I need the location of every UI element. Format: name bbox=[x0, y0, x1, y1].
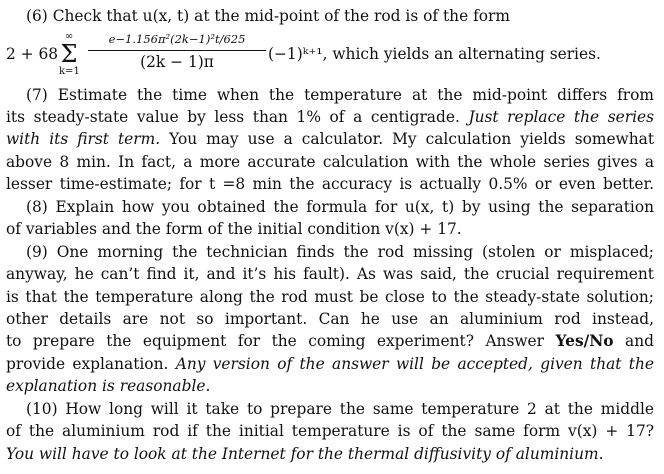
item7-line1: (7) Estimate the time when the temperature at the mid-point differs from bbox=[26, 86, 654, 104]
item7-line4: above 8 min. In fact, a more accurate calculation with the whole series gives a bbox=[6, 153, 654, 171]
fraction-numerator: e−1.156π²(2k−1)²t/625 bbox=[108, 32, 246, 46]
fraction-bar bbox=[88, 50, 266, 51]
formula-fraction bbox=[88, 31, 266, 72]
item7-line2-text: its steady-state value by less than 1% of a centigrade. bbox=[6, 108, 460, 126]
item7-line5: lesser time-estimate; for t =8 min the accuracy is actually 0.5% or even better. bbox=[6, 175, 654, 193]
item9-line5 bbox=[6, 330, 654, 353]
series-formula bbox=[6, 31, 656, 85]
item9-line7: explanation is reasonable. bbox=[6, 377, 211, 395]
item7-line3-italic: with its first term. bbox=[6, 130, 161, 148]
item9-line6-start: provide explanation. bbox=[6, 355, 169, 373]
item9-line6 bbox=[6, 353, 654, 376]
fraction-denominator: (2k − 1)π bbox=[140, 53, 214, 71]
answer-yes-no: Yes/No bbox=[555, 332, 614, 350]
item10-line3: You will have to look at the Internet for the thermal diffusivity of aluminium. bbox=[6, 445, 604, 463]
item6-line1: (6) Check that u(x, t) at the mid-point of the rod is of the form bbox=[26, 7, 510, 25]
sum-lower-limit: k=1 bbox=[59, 66, 80, 77]
sum-upper-limit: ∞ bbox=[64, 31, 74, 42]
summation-symbol bbox=[59, 31, 79, 77]
sigma-glyph: Σ bbox=[60, 40, 78, 68]
item7-line3-text: You may use a calculator. My calculation yields somewhat bbox=[169, 130, 654, 148]
item9-line3: is that the temperature along the rod must be close to the steady-state solution; bbox=[6, 288, 654, 306]
item10-line1: (10) How long will it take to prepare the same temperature 2 at the middle bbox=[26, 400, 654, 418]
item8-line1: (8) Explain how you obtained the formula for u(x, t) by using the separation bbox=[26, 198, 654, 216]
item9-line1: (9) One morning the technician finds the rod missing (stolen or misplaced; bbox=[26, 243, 654, 261]
item7-line3 bbox=[6, 128, 654, 151]
item8-line2: of variables and the form of the initial condition v(x) + 17. bbox=[6, 220, 462, 238]
item9-line6-italic: Any version of the answer will be accepted, given that the bbox=[175, 355, 654, 373]
item7-line2 bbox=[6, 106, 654, 129]
item9-line5-start: to prepare the equipment for the coming experiment? Answer bbox=[6, 332, 545, 350]
item9-line4: other details are not so important. Can he use an aluminium rod instead, bbox=[6, 310, 654, 328]
item9-line2: anyway, he can’t find it, and it’s his fault). As was said, the crucial requirement bbox=[6, 265, 654, 283]
formula-lead: 2 + 68 bbox=[6, 45, 59, 63]
item7-line2-italic: Just replace the series bbox=[468, 108, 654, 126]
formula-tail: (−1)ᵏ⁺¹, which yields an alternating series. bbox=[268, 45, 601, 63]
item10-line2: of the aluminium rod if the initial temperature is of the same form v(x) + 17? bbox=[6, 422, 654, 440]
item9-line5-end: and bbox=[625, 332, 654, 350]
